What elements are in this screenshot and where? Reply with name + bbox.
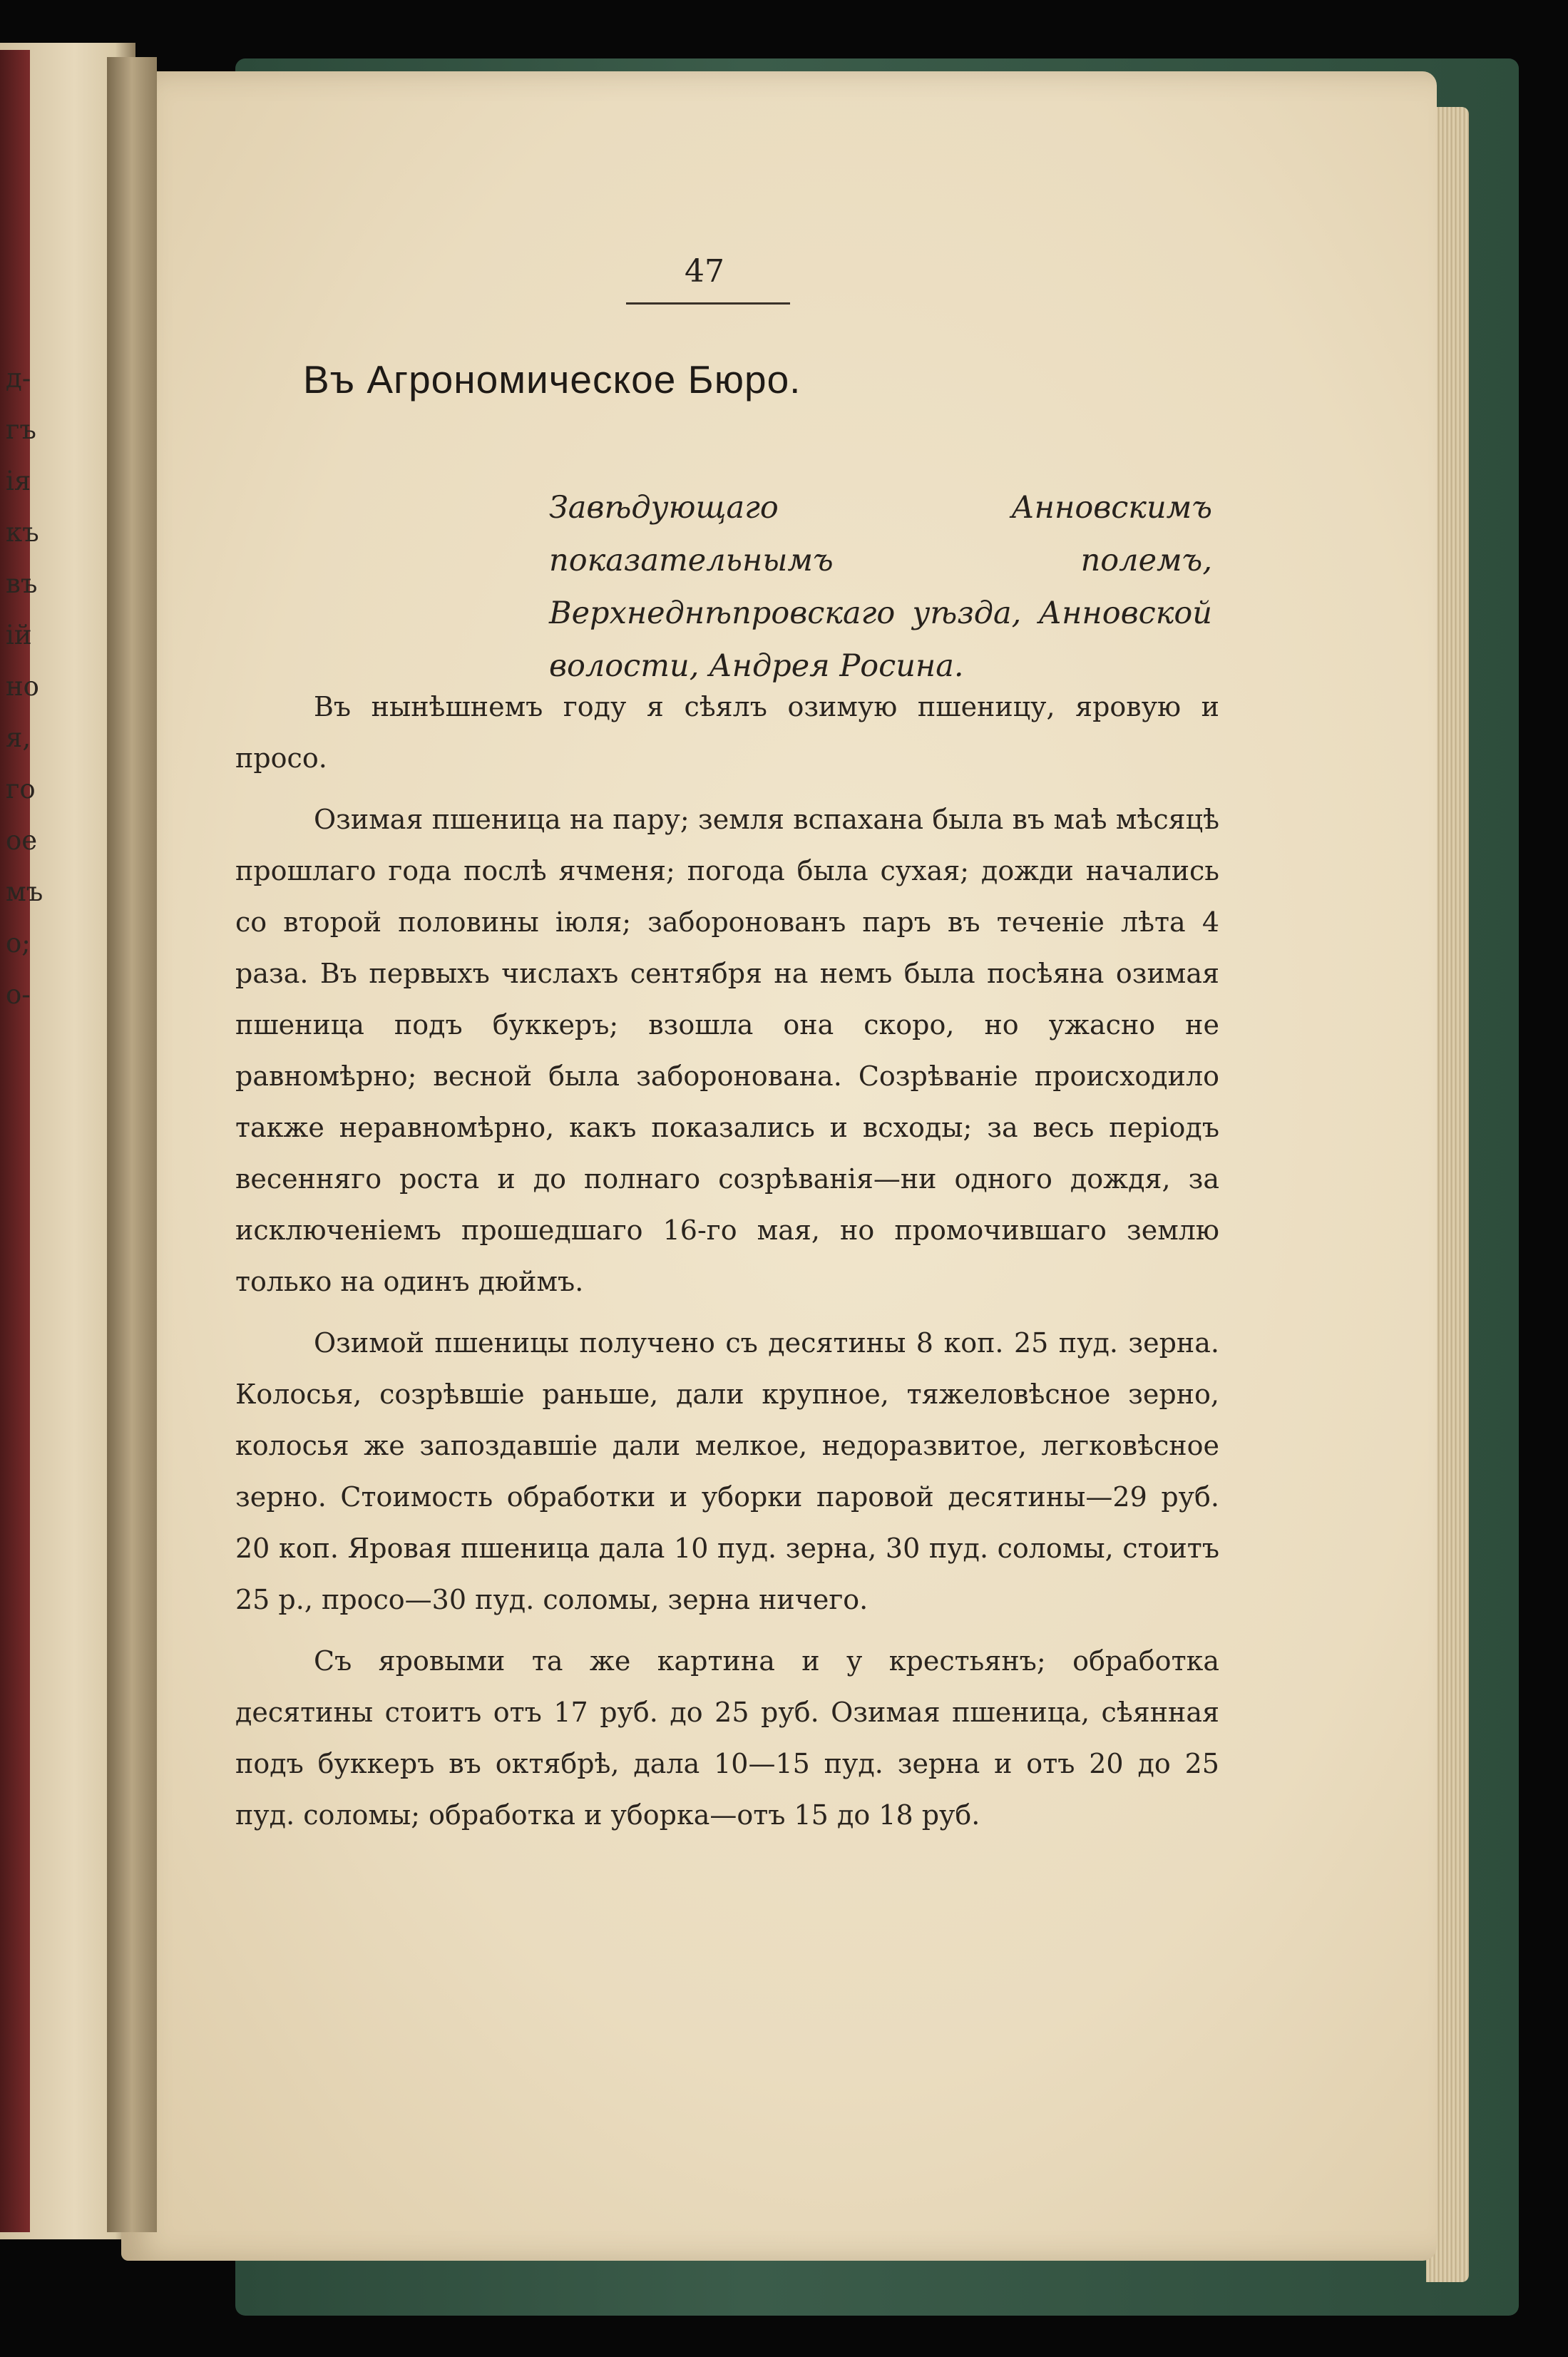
left-page-fragment: ое xyxy=(6,825,38,856)
left-page-fragment: гъ xyxy=(6,414,36,445)
left-page-fragment: го xyxy=(6,774,36,804)
left-page-fragment: но xyxy=(6,671,39,702)
left-page-fragment: въ xyxy=(6,568,38,599)
book-gutter xyxy=(107,57,157,2232)
page-number-rule xyxy=(626,302,790,305)
section-heading: Въ Агрономическое Бюро. xyxy=(303,357,801,402)
author-line: Завѣдующаго Анновскимъ показательнымъ полемъ, Верхнеднѣпровскаго уѣзда, Анновской волости, Андрея Росина. xyxy=(549,490,1212,684)
paragraph: Озимая пшеница на пару; земля вспахана была въ маѣ мѣсяцѣ прошлаго года послѣ ячменя; погода была сухая; дожди начались со второй половины іюля; заборонованъ паръ въ теченіе лѣта 4 раза. Въ первыхъ числахъ сентября на немъ была посѣяна озимая пшеница подъ буккеръ; взошла она скоро, но ужасно не равномѣрно; весной была заборонована. Созрѣваніе происходило также неравномѣрно, какъ показались и всходы; за весь періодъ весенняго роста и до полнаго созрѣванія—ни одного дождя, за исключеніемъ прошедшаго 16-го мая, но промочившаго землю только на одинъ дюймъ. xyxy=(235,804,1219,1297)
paragraph: Въ нынѣшнемъ году я сѣялъ озимую пшеницу, яровую и просо. xyxy=(235,691,1219,774)
left-page-fragment: мъ xyxy=(6,876,43,907)
left-page-fragment: ія xyxy=(6,466,31,496)
paragraph: Съ яровыми та же картина и у крестьянъ; обработка десятины стоитъ отъ 17 руб. до 25 руб. Озимая пшеница, сѣянная подъ буккеръ въ октябрѣ, дала 10—15 пуд. зерна и отъ 20 до 25 пуд. соломы; обработка и уборка—отъ 15 до 18 руб. xyxy=(235,1645,1219,1831)
paragraph: Озимой пшеницы получено съ десятины 8 коп. 25 пуд. зерна. Колосья, созрѣвшіе раньше, дали крупное, тяжеловѣсное зерно, колосья же запоздавшіе дали мелкое, недоразвитое, легковѣсное зерно. Стоимость обработки и уборки паровой десятины—29 руб. 20 коп. Яровая пшеница дала 10 пуд. зерна, 30 пуд. соломы, стоитъ 25 р., просо—30 пуд. соломы, зерна ничего. xyxy=(235,1327,1219,1615)
page-number: 47 xyxy=(685,253,724,290)
left-page-fragment: д- xyxy=(6,363,31,394)
left-page-fragment: о; xyxy=(6,928,31,958)
body-text xyxy=(235,681,1219,1846)
left-page-fragment: я, xyxy=(6,722,31,753)
previous-page-text xyxy=(6,353,63,1021)
left-page-fragment: ій xyxy=(6,620,32,650)
left-page-fragment: къ xyxy=(6,517,39,548)
left-page-fragment: о- xyxy=(6,979,31,1010)
